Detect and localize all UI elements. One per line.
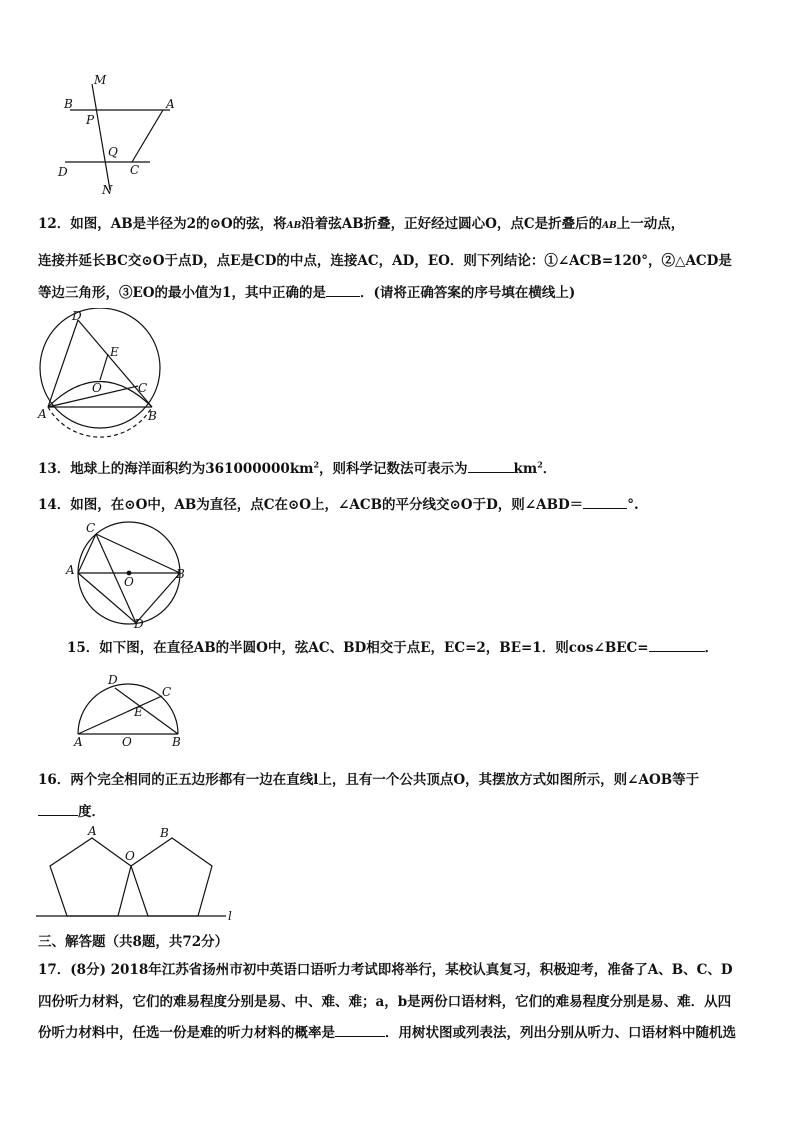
q12-line1: 12．如图，AB是半径为2的⊙O的弦，将AB沿着弦AB折叠，正好经过圆心O，点C是折叠后的AB上一动点， (38, 216, 685, 232)
q16-line1: 16．两个完全相同的正五边形都有一边在直线l上，且有一个公共顶点O，其摆放方式如图所示，则∠AOB等于 (38, 772, 700, 788)
figure-q15 (70, 668, 190, 750)
label-p: P (86, 113, 95, 127)
label-l: l (228, 909, 232, 923)
figure-q11 (50, 72, 190, 197)
label-o: O (125, 849, 135, 863)
q15-answer-blank[interactable] (649, 639, 705, 652)
label-b: B (64, 97, 73, 111)
transversal-mn (92, 84, 110, 190)
segment-ca (78, 534, 96, 573)
label-m: M (94, 73, 107, 87)
figure-q14 (62, 518, 192, 630)
q13-text: 13．地球上的海洋面积约为$361000000km^2$，则科学记数法可表示为 $km^2$． (38, 459, 557, 477)
label-b: B (172, 735, 181, 749)
pentagon-right (131, 838, 212, 916)
label-d: D (134, 617, 144, 630)
label-a: A (74, 735, 83, 749)
label-o: O (122, 735, 132, 749)
label-d: D (58, 165, 68, 179)
arc-ab-1: AB (286, 221, 302, 231)
label-e: E (134, 705, 143, 719)
figure-q16 (36, 822, 236, 926)
pentagon-left (50, 838, 131, 916)
q14-answer-blank[interactable] (583, 496, 627, 509)
q16-answer-blank[interactable] (38, 803, 78, 816)
label-a: A (66, 563, 75, 577)
label-c: C (138, 381, 148, 395)
arc-ab-original (48, 407, 152, 437)
section-3-heading: 三、解答题（共8题，共72分） (38, 934, 229, 950)
label-o: O (124, 575, 134, 589)
label-q: Q (108, 145, 118, 159)
label-c: C (86, 521, 96, 535)
arc-ab-2: AB (602, 221, 617, 231)
label-a: A (88, 824, 97, 838)
label-c: C (130, 163, 140, 177)
q12-line2: 连接并延长BC交⊙O于点D，点E是CD的中点，连接AC，AD，EO．则下列结论：①∠ACB=120°，②△ACD是 (38, 253, 732, 269)
label-d: D (72, 309, 82, 323)
q13-answer-blank[interactable] (468, 460, 514, 473)
q14-text: 14．如图，在⊙O中，AB为直径，点C在⊙O上，∠ACB的平分线交⊙O于D，则∠ABD＝ °. (38, 497, 639, 513)
q17-answer-blank[interactable] (335, 1024, 385, 1037)
q12-line3: 等边三角形，③EO的最小值为1，其中正确的是 ．(请将正确答案的序号填在横线上) (38, 285, 576, 301)
label-c: C (162, 685, 172, 699)
label-a: A (38, 407, 47, 421)
arc-ab-dashed (48, 407, 152, 437)
segment-ac (132, 110, 163, 162)
label-d: D (108, 673, 118, 687)
q17-line2: 四份听力材料，它们的难易程度分别是易、中、难、难；a，b是两份口语材料，它们的难易程度分别是易、难．从四 (38, 994, 732, 1010)
label-o: O (92, 381, 102, 395)
label-b: B (148, 409, 157, 423)
label-b: B (160, 826, 169, 840)
label-e: E (110, 345, 119, 359)
q17-line1: 17．(8分) 2018年江苏省扬州市初中英语口语听力考试即将举行，某校认真复习，积极迎考，准备了A、B、C、D (38, 962, 733, 978)
figure-q12 (30, 308, 170, 443)
label-a: A (166, 97, 175, 111)
q15-text: 15．如下图，在直径AB的半圆O中，弦AC、BD相交于点E，EC=2，BE=1．则cos∠BEC= ． (67, 640, 719, 656)
label-b: B (176, 567, 185, 581)
q16-line2: 度． (38, 800, 105, 820)
segment-eo (100, 354, 108, 380)
q17-line3: 份听力材料中，任选一份是难的听力材料的概率是 ．用树状图或列表法，列出分别从听力、口语材料中随机选 (38, 1025, 736, 1041)
label-n: N (102, 183, 113, 197)
circle-o (40, 308, 160, 428)
q12-answer-blank[interactable] (326, 284, 360, 297)
